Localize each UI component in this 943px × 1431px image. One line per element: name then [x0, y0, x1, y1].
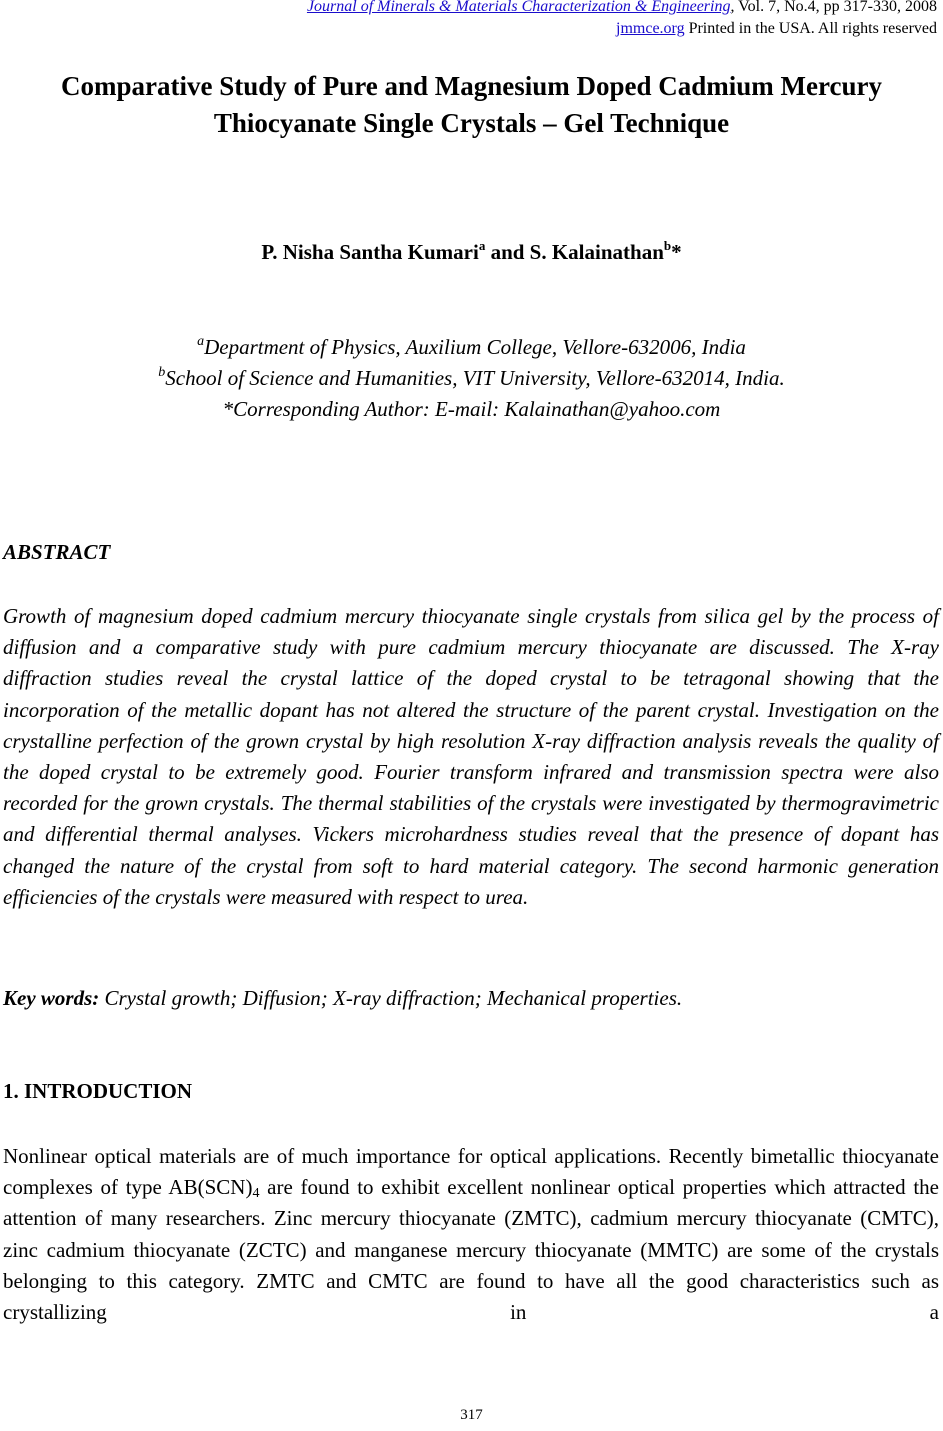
introduction-heading: 1. INTRODUCTION	[3, 1079, 193, 1103]
author-line	[0, 238, 943, 266]
corresponding-author: *Corresponding Author: E-mail: Kalainathan@yahoo.com	[222, 397, 721, 421]
affiliation-b	[0, 363, 943, 394]
keywords-label: Key words:	[3, 986, 100, 1010]
paper-title	[0, 68, 943, 142]
page-number: 317	[460, 1407, 483, 1423]
volume-info: , Vol. 7, No.4, pp 317-330, 2008	[730, 0, 937, 15]
introduction-text-1: Nonlinear optical materials are of much importance for optical applications. Recently bimetallic thiocyanate complexes of type AB(SCN)	[3, 1144, 939, 1200]
journal-name-link[interactable]: Journal of Minerals & Materials Characterization & Engineering	[306, 0, 731, 15]
affiliation-a	[0, 332, 943, 363]
site-header	[616, 18, 937, 40]
author-1-affiliation-mark: a	[478, 238, 486, 253]
author-2-affiliation-mark: b	[663, 238, 672, 253]
title-line-2: Thiocyanate Single Crystals – Gel Technique	[213, 108, 730, 138]
keywords	[3, 983, 939, 1014]
affiliation-a-mark: a	[197, 334, 205, 349]
affiliation-b-mark: b	[158, 365, 166, 380]
title-line-1: Comparative Study of Pure and Magnesium Doped Cadmium Mercury	[61, 71, 882, 101]
affiliation-a-text: Department of Physics, Auxilium College, Vellore-632006, India	[204, 335, 746, 359]
abstract-body: Growth of magnesium doped cadmium mercury thiocyanate single crystals from silica gel by the process of diffusion and a comparative study with pure cadmium mercury thiocyanate are discussed. The X-ray diffraction studies reveal the crystal lattice of the doped crystal to be tetragonal showing that the incorporation of the metallic dopant has not altered the structure of the parent crystal. Investigation on the crystalline perfection of the grown crystal by high resolution X-ray diffraction analysis reveals the quality of the doped crystal to be extremely good. Fourier transform infrared and transmission spectra were also recorded for the grown crystals. The thermal stabilities of the crystals were investigated by thermogravimetric and differential thermal analyses. Vickers microhardness studies reveal that the presence of dopant has changed the nature of the crystal from soft to hard material category. The second harmonic generation efficiencies of the crystals were measured with respect to urea.	[3, 604, 939, 909]
corresponding-mark: *	[671, 240, 682, 264]
affiliations	[0, 332, 943, 425]
introduction-text-2: are found to exhibit excellent nonlinear optical properties which attracted the attention of many researchers. Zinc mercury thiocyanate (ZMTC), cadmium mercury thiocyanate (CMTC), zinc cadmium thiocyanate (ZCTC) and manganese mercury thiocyanate (MMTC) are some of the crystals belonging to this category. ZMTC and CMTC are found to have all the good characteristics such as crystallizing in a	[3, 1175, 939, 1325]
rights-text: Printed in the USA. All rights reserved	[684, 20, 937, 37]
introduction-body	[3, 1141, 939, 1328]
author-1: P. Nisha Santha Kumari	[261, 240, 479, 264]
subscript-4: 4	[252, 1186, 260, 1202]
author-2: and S. Kalainathan	[485, 240, 664, 264]
journal-header	[307, 0, 937, 18]
site-link[interactable]: jmmce.org	[616, 20, 685, 37]
keywords-text: Crystal growth; Diffusion; X-ray diffraction; Mechanical properties.	[99, 986, 683, 1010]
abstract-heading: ABSTRACT	[3, 540, 111, 564]
affiliation-b-text: School of Science and Humanities, VIT University, Vellore-632014, India.	[165, 366, 785, 390]
